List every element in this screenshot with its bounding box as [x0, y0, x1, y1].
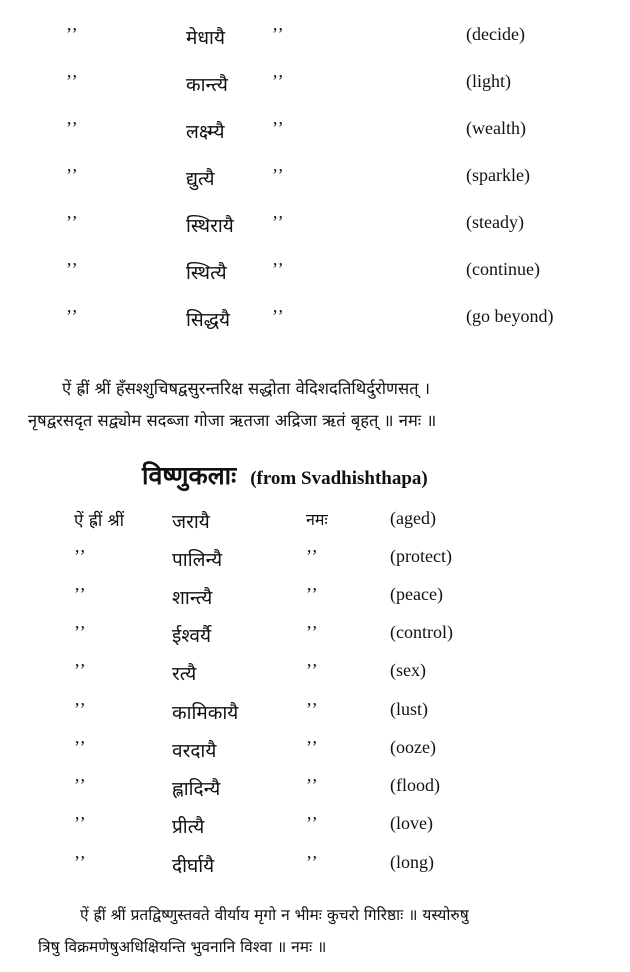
ditto-mark: ’’: [74, 584, 87, 604]
sanskrit-term: मेधायै: [186, 27, 225, 49]
ditto-mark: ’’: [306, 813, 319, 833]
invocation-prefix: ऐं ह्रीं श्रीं: [74, 511, 125, 531]
sanskrit-term: वरदायै: [172, 740, 217, 762]
sanskrit-term: कान्त्यै: [186, 74, 228, 96]
ditto-mark: ’’: [306, 775, 319, 795]
ditto-mark: ’’: [66, 165, 79, 185]
ditto-mark: ’’: [306, 737, 319, 757]
sanskrit-term: द्युत्यै: [186, 168, 215, 190]
ditto-mark: ’’: [272, 24, 285, 44]
english-meaning: (steady): [466, 212, 524, 232]
sanskrit-term: पालिन्यै: [172, 549, 223, 571]
ditto-mark: ’’: [66, 118, 79, 138]
english-meaning: (light): [466, 71, 511, 91]
list-item: [0, 622, 630, 662]
english-meaning: (flood): [390, 775, 440, 795]
ditto-mark: ’’: [66, 259, 79, 279]
list-item: [0, 699, 630, 739]
namah-text: नमः: [306, 510, 328, 529]
english-meaning: (peace): [390, 584, 443, 604]
heading-subtitle: (from Svadhishthapa): [250, 468, 428, 489]
english-meaning: (go beyond): [466, 306, 554, 326]
ditto-mark: ’’: [306, 546, 319, 566]
english-meaning: (decide): [466, 24, 525, 44]
ditto-mark: ’’: [66, 71, 79, 91]
sanskrit-term: रत्यै: [172, 663, 197, 685]
english-meaning: (control): [390, 622, 453, 642]
list-item: [0, 660, 630, 700]
list-item: [0, 775, 630, 815]
list-item: [0, 813, 630, 853]
english-meaning: (wealth): [466, 118, 526, 138]
ditto-mark: ’’: [272, 306, 285, 326]
sanskrit-term: दीर्घायै: [172, 855, 215, 877]
list-item: [0, 508, 630, 548]
list-item: [0, 546, 630, 586]
sanskrit-term: प्रीत्यै: [172, 816, 205, 838]
sanskrit-term: शान्त्यै: [172, 587, 213, 609]
ditto-mark: ’’: [74, 660, 87, 680]
list-item: [0, 71, 630, 111]
sanskrit-term: जरायै: [172, 511, 210, 533]
list-item: [0, 118, 630, 158]
section-heading: [142, 458, 428, 492]
english-meaning: (lust): [390, 699, 428, 719]
list-item: [0, 24, 630, 64]
ditto-mark: ’’: [306, 584, 319, 604]
heading-title: विष्णुकलाः: [142, 461, 237, 490]
english-meaning: (sex): [390, 660, 426, 680]
ditto-mark: ’’: [272, 212, 285, 232]
sanskrit-term: स्थित्यै: [186, 262, 227, 284]
ditto-mark: ’’: [272, 259, 285, 279]
list-item: [0, 852, 630, 892]
english-meaning: (long): [390, 852, 434, 872]
ditto-mark: ’’: [74, 622, 87, 642]
english-meaning: (sparkle): [466, 165, 530, 185]
list-item: [0, 584, 630, 624]
list-item: [0, 212, 630, 252]
ditto-mark: ’’: [66, 24, 79, 44]
ditto-mark: ’’: [306, 852, 319, 872]
ditto-mark: ’’: [272, 118, 285, 138]
ditto-mark: ’’: [74, 546, 87, 566]
sanskrit-term: लक्ष्म्यै: [186, 121, 225, 143]
mantra-one-line-one: ऐं ह्रीं श्रीं हँसश्शुचिषद्वसुरन्तरिक्ष सद्धोता वेदिशदतिथिर्दुरोणसत् ।: [62, 379, 431, 398]
mantra-two-line-one: ऐं ह्रीं श्रीं प्रतद्विष्णुस्तवते वीर्याय मृगो न भीमः कुचरो गिरिष्ठाः ॥ यस्योरुषु: [80, 906, 469, 924]
sanskrit-term: ईश्वर्यै: [172, 625, 211, 647]
sanskrit-term: कामिकायै: [172, 702, 239, 724]
list-item: [0, 165, 630, 205]
sanskrit-term: सिद्धयै: [186, 309, 230, 331]
ditto-mark: ’’: [306, 699, 319, 719]
ditto-mark: ’’: [74, 852, 87, 872]
ditto-mark: ’’: [74, 813, 87, 833]
ditto-mark: ’’: [66, 212, 79, 232]
ditto-mark: ’’: [74, 775, 87, 795]
mantra-two-line-two: त्रिषु विक्रमणेषुअधिक्षियन्ति भुवनानि विश्वा ॥ नमः ॥: [38, 938, 327, 956]
sanskrit-term: ह्लादिन्यै: [172, 778, 221, 800]
english-meaning: (protect): [390, 546, 452, 566]
english-meaning: (continue): [466, 259, 540, 279]
sanskrit-term: स्थिरायै: [186, 215, 234, 237]
list-item: [0, 737, 630, 777]
english-meaning: (aged): [390, 508, 436, 528]
list-item: [0, 259, 630, 299]
ditto-mark: ’’: [66, 306, 79, 326]
english-meaning: (ooze): [390, 737, 436, 757]
list-item: [0, 306, 630, 346]
ditto-mark: ’’: [272, 71, 285, 91]
ditto-mark: ’’: [74, 737, 87, 757]
english-meaning: (love): [390, 813, 433, 833]
ditto-mark: ’’: [272, 165, 285, 185]
ditto-mark: ’’: [306, 660, 319, 680]
ditto-mark: ’’: [74, 699, 87, 719]
mantra-one-line-two: नृषद्वरसदृत सद्व्योम सदब्जा गोजा ऋतजा अद्रिजा ऋतं बृहत् ॥ नमः ॥: [28, 411, 437, 430]
ditto-mark: ’’: [306, 622, 319, 642]
